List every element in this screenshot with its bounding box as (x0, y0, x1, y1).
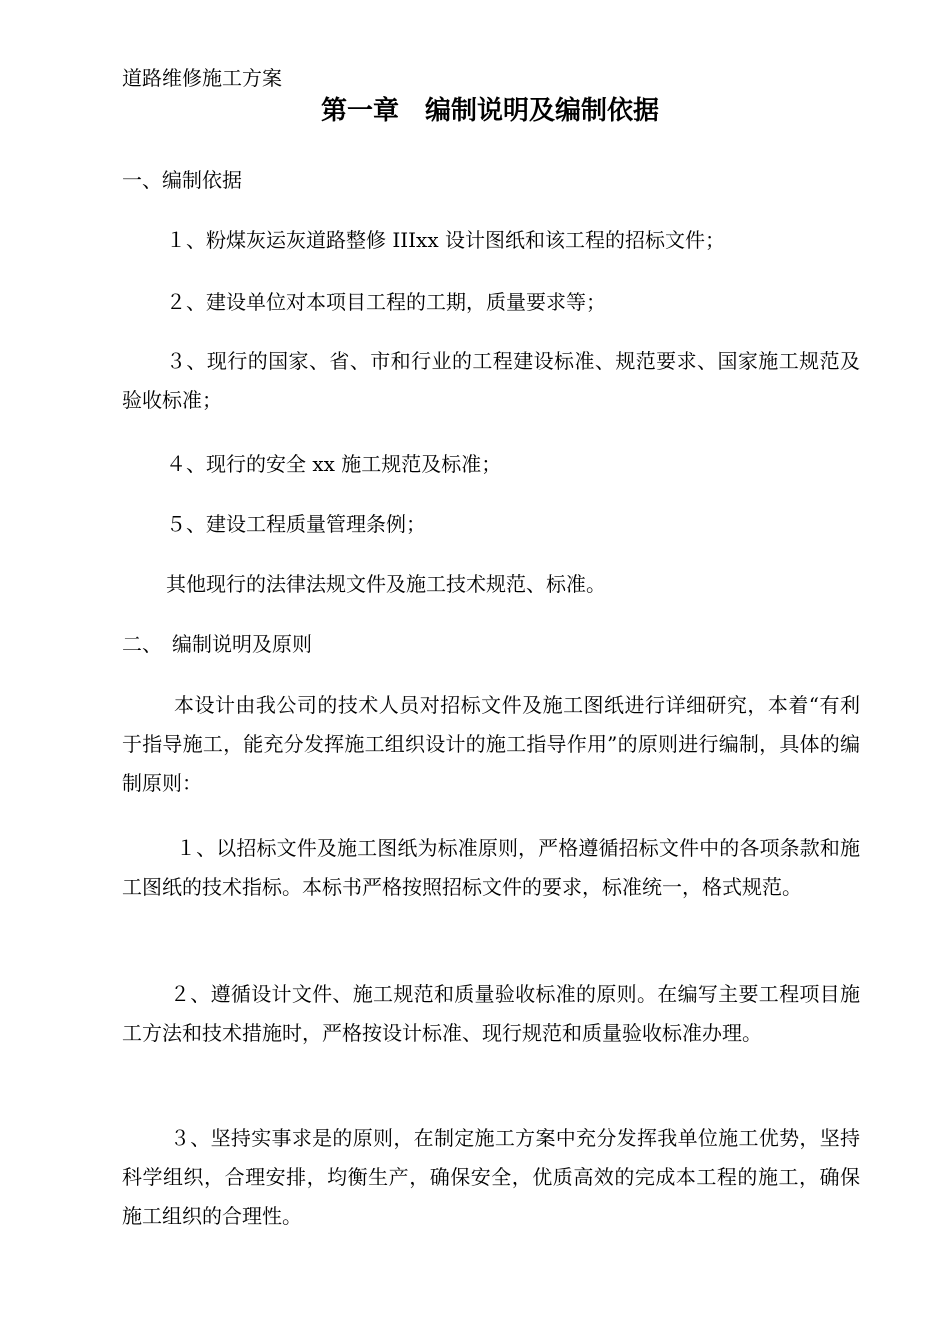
basis-item-2: ２、建设单位对本项目工程的工期，质量要求等； (166, 290, 606, 314)
basis-item-1: １、粉煤灰运灰道路整修 IIIxx 设计图纸和该工程的招标文件； (166, 228, 725, 252)
principle-item-1: １、以招标文件及施工图纸为标准原则，严格遵循招标文件中的各项条款和施工图纸的技术指标。本标书严格按照招标文件的要求，标准统一，格式规范。 (122, 836, 860, 899)
chapter-title: 第一章 编制说明及编制依据 (320, 96, 659, 126)
principles-intro: 本设计由我公司的技术人员对招标文件及施工图纸进行详细研究，本着“有利于指导施工，能充分发挥施工组织设计的施工指导作用”的原则进行编制，具体的编制原则： (122, 693, 860, 795)
basis-item-5: ５、建设工程质量管理条例； (166, 512, 426, 536)
document-header: 道路维修施工方案 (122, 66, 282, 90)
basis-closing: 其他现行的法律法规文件及施工技术规范、标准。 (166, 572, 606, 596)
principle-item-2: ２、遵循设计文件、施工规范和质量验收标准的原则。在编写主要工程项目施工方法和技术措施时，严格按设计标准、现行规范和质量验收标准办理。 (122, 982, 860, 1045)
basis-item-4: ４、现行的安全 xx 施工规范及标准； (166, 452, 502, 476)
section-heading-principles: 二、 编制说明及原则 (122, 632, 312, 656)
section-heading-basis: 一、编制依据 (122, 168, 242, 192)
principle-item-3: ３、坚持实事求是的原则，在制定施工方案中充分发挥我单位施工优势，坚持科学组织，合理安排，均衡生产，确保安全，优质高效的完成本工程的施工，确保施工组织的合理性。 (122, 1126, 860, 1228)
basis-item-3: ３、现行的国家、省、市和行业的工程建设标准、规范要求、国家施工规范及验收标准； (122, 349, 860, 412)
